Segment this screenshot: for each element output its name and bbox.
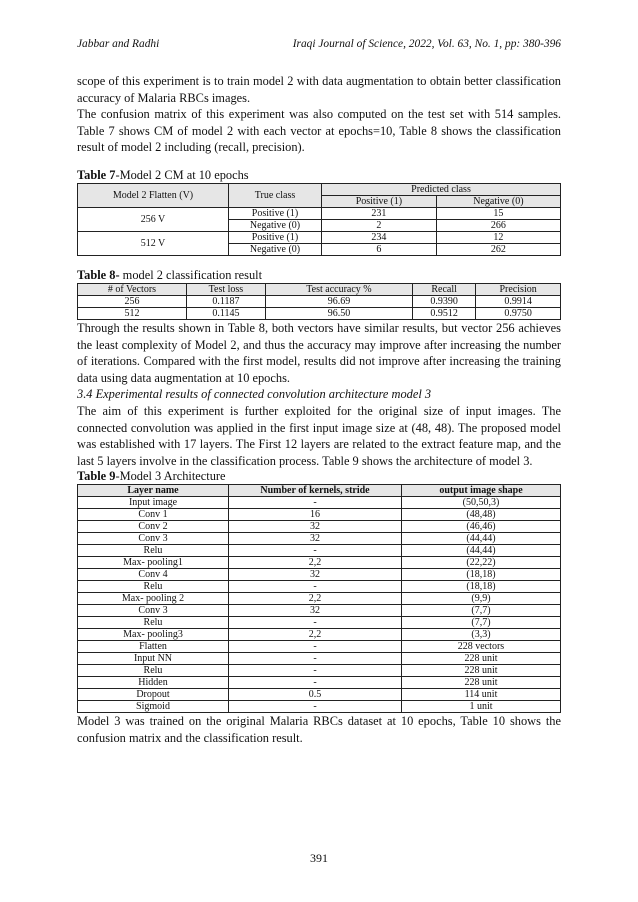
table9-cell: - — [229, 617, 402, 629]
table7-cell: 262 — [436, 243, 560, 255]
table9-cell: 228 unit — [402, 665, 561, 677]
table9-body — [78, 497, 561, 713]
table9-cell: Sigmoid — [78, 701, 229, 713]
table8-cell: 512 — [78, 307, 187, 319]
table9-cell: 1 unit — [402, 701, 561, 713]
table9-cell: (46,46) — [402, 521, 561, 533]
table7-cell: 231 — [322, 207, 437, 219]
page-number: 391 — [310, 851, 328, 865]
table-row — [78, 509, 561, 521]
paragraph-3: Through the results shown in Table 8, both vectors have similar results, but vector 256 achieves the least complexity of Model 2, and thus the accuracy may improve after increasing the number of iterations. Compared with the first model, results did not improve after increasing the training data using data augmentation at 10 epochs. — [77, 320, 561, 385]
table7-header-true: True class — [229, 183, 322, 207]
table-row — [78, 605, 561, 617]
table8-cell: 96.69 — [265, 295, 412, 307]
table9-cell: Max- pooling1 — [78, 557, 229, 569]
table-row — [78, 497, 561, 509]
table8-cell: 0.9750 — [476, 307, 561, 319]
table9-cell: (9,9) — [402, 593, 561, 605]
table-row — [78, 207, 561, 219]
table9-cell: 16 — [229, 509, 402, 521]
table9-cell: Flatten — [78, 641, 229, 653]
table7-cell-model: 256 V — [78, 207, 229, 231]
table8-cell: 0.9512 — [413, 307, 476, 319]
header-authors: Jabbar and Radhi — [77, 38, 160, 50]
table8-cell: 96.50 — [265, 307, 412, 319]
table9-cell: - — [229, 677, 402, 689]
table8 — [77, 283, 561, 320]
table9-cell: Input image — [78, 497, 229, 509]
table9-cell: Max- pooling3 — [78, 629, 229, 641]
table-row — [78, 641, 561, 653]
table7-cell: 12 — [436, 231, 560, 243]
table9-cell: 228 vectors — [402, 641, 561, 653]
table-row — [78, 295, 561, 307]
table-row — [78, 545, 561, 557]
table8-cell: 0.1145 — [186, 307, 265, 319]
table7-cell: 234 — [322, 231, 437, 243]
table7-cell: Negative (0) — [229, 243, 322, 255]
table9-cell: 114 unit — [402, 689, 561, 701]
table9-cell: (7,7) — [402, 617, 561, 629]
table8-caption: Table 8- model 2 classification result — [77, 267, 263, 282]
table9-cell: Relu — [78, 617, 229, 629]
table9-cell: Input NN — [78, 653, 229, 665]
table-row — [78, 701, 561, 713]
table-row — [78, 629, 561, 641]
paragraph-2: The confusion matrix of this experiment was also computed on the test set with 514 samples. Table 7 shows CM of model 2 with each vector at epochs=10, Table 8 shows the classification result of model 2 including (recall, precision). — [77, 107, 561, 155]
table7-header-positive: Positive (1) — [322, 195, 437, 207]
table9-cell: - — [229, 641, 402, 653]
table9-header: Layer name — [78, 485, 229, 497]
table9-cell: (22,22) — [402, 557, 561, 569]
table9-cell: - — [229, 701, 402, 713]
table9-cell: (18,18) — [402, 581, 561, 593]
table8-header: Test accuracy % — [265, 283, 412, 295]
table9-cell: 0.5 — [229, 689, 402, 701]
main-content — [77, 73, 561, 747]
table9-cell: Relu — [78, 665, 229, 677]
table9-cell: 2,2 — [229, 557, 402, 569]
table7 — [77, 183, 561, 256]
table9-cell: (3,3) — [402, 629, 561, 641]
paragraph-1: scope of this experiment is to train model 2 with data augmentation to obtain better classification accuracy of Malaria RBCs images. — [77, 74, 561, 105]
table-row — [78, 665, 561, 677]
table9-cell: - — [229, 545, 402, 557]
table-row — [78, 521, 561, 533]
table-row — [78, 307, 561, 319]
table7-cell: 266 — [436, 219, 560, 231]
table7-cell: 15 — [436, 207, 560, 219]
table9-cell: 32 — [229, 521, 402, 533]
table9-cell: Dropout — [78, 689, 229, 701]
table7-cell-model: 512 V — [78, 231, 229, 255]
table-row — [78, 677, 561, 689]
table-row — [78, 581, 561, 593]
section-heading: 3.4 Experimental results of connected convolution architecture model 3 — [77, 387, 432, 402]
table9-cell: (50,50,3) — [402, 497, 561, 509]
table9-cell: 228 unit — [402, 677, 561, 689]
table8-cell: 0.9390 — [413, 295, 476, 307]
table8-header: Test loss — [186, 283, 265, 295]
table7-cell: 2 — [322, 219, 437, 231]
table7-header-negative: Negative (0) — [436, 195, 560, 207]
table-row — [78, 533, 561, 545]
paragraph-5: Model 3 was trained on the original Malaria RBCs dataset at 10 epochs, Table 10 shows the confusion matrix and the classification result. — [77, 714, 561, 745]
table9-cell: (7,7) — [402, 605, 561, 617]
table9-cell: Relu — [78, 581, 229, 593]
table9-cell: (48,48) — [402, 509, 561, 521]
table7-cell: 6 — [322, 243, 437, 255]
table9-cell: Hidden — [78, 677, 229, 689]
table9-header: Number of kernels, stride — [229, 485, 402, 497]
table-row — [78, 231, 561, 243]
table9-cell: Conv 2 — [78, 521, 229, 533]
header-journal: Iraqi Journal of Science, 2022, Vol. 63, No. 1, pp: 380-396 — [292, 38, 561, 50]
table-row — [78, 593, 561, 605]
table7-cell: Positive (1) — [229, 207, 322, 219]
table7-cell: Negative (0) — [229, 219, 322, 231]
table9-cell: - — [229, 665, 402, 677]
table7-header-predicted: Predicted class — [322, 183, 561, 195]
table8-cell: 0.1187 — [186, 295, 265, 307]
table9-cell: (18,18) — [402, 569, 561, 581]
table9-cell: 32 — [229, 569, 402, 581]
table8-cell: 0.9914 — [476, 295, 561, 307]
table7-header-model: Model 2 Flatten (V) — [78, 183, 229, 207]
table9-cell: 32 — [229, 605, 402, 617]
table-row — [78, 617, 561, 629]
table7-cell: Positive (1) — [229, 231, 322, 243]
table9-cell: 32 — [229, 533, 402, 545]
table9 — [77, 484, 561, 713]
table9-cell: - — [229, 581, 402, 593]
table-row — [78, 689, 561, 701]
table8-header: # of Vectors — [78, 283, 187, 295]
table9-cell: 2,2 — [229, 593, 402, 605]
table8-header: Precision — [476, 283, 561, 295]
table9-cell: 228 unit — [402, 653, 561, 665]
table9-cell: (44,44) — [402, 533, 561, 545]
table9-cell: 2,2 — [229, 629, 402, 641]
table8-cell: 256 — [78, 295, 187, 307]
table9-header: output image shape — [402, 485, 561, 497]
table9-cell: (44,44) — [402, 545, 561, 557]
table9-cell: Conv 1 — [78, 509, 229, 521]
table-row — [78, 653, 561, 665]
table9-cell: Conv 3 — [78, 605, 229, 617]
table7-caption: Table 7-Model 2 CM at 10 epochs — [77, 167, 249, 182]
table9-caption: Table 9-Model 3 Architecture — [77, 469, 226, 484]
table9-cell: Conv 4 — [78, 569, 229, 581]
table-row — [78, 557, 561, 569]
table9-cell: - — [229, 653, 402, 665]
table9-cell: Relu — [78, 545, 229, 557]
table9-cell: - — [229, 497, 402, 509]
table9-cell: Conv 3 — [78, 533, 229, 545]
table8-header: Recall — [413, 283, 476, 295]
table-row — [78, 569, 561, 581]
paragraph-4: The aim of this experiment is further exploited for the original size of input images. The connected convolution was applied in the first input image size at (48, 48). The proposed model was established with 17 layers. The First 12 layers are related to the extract feature map, and the last 5 layers involve in the classification process. Table 9 shows the architecture of model 3. — [77, 403, 561, 468]
table9-cell: Max- pooling 2 — [78, 593, 229, 605]
